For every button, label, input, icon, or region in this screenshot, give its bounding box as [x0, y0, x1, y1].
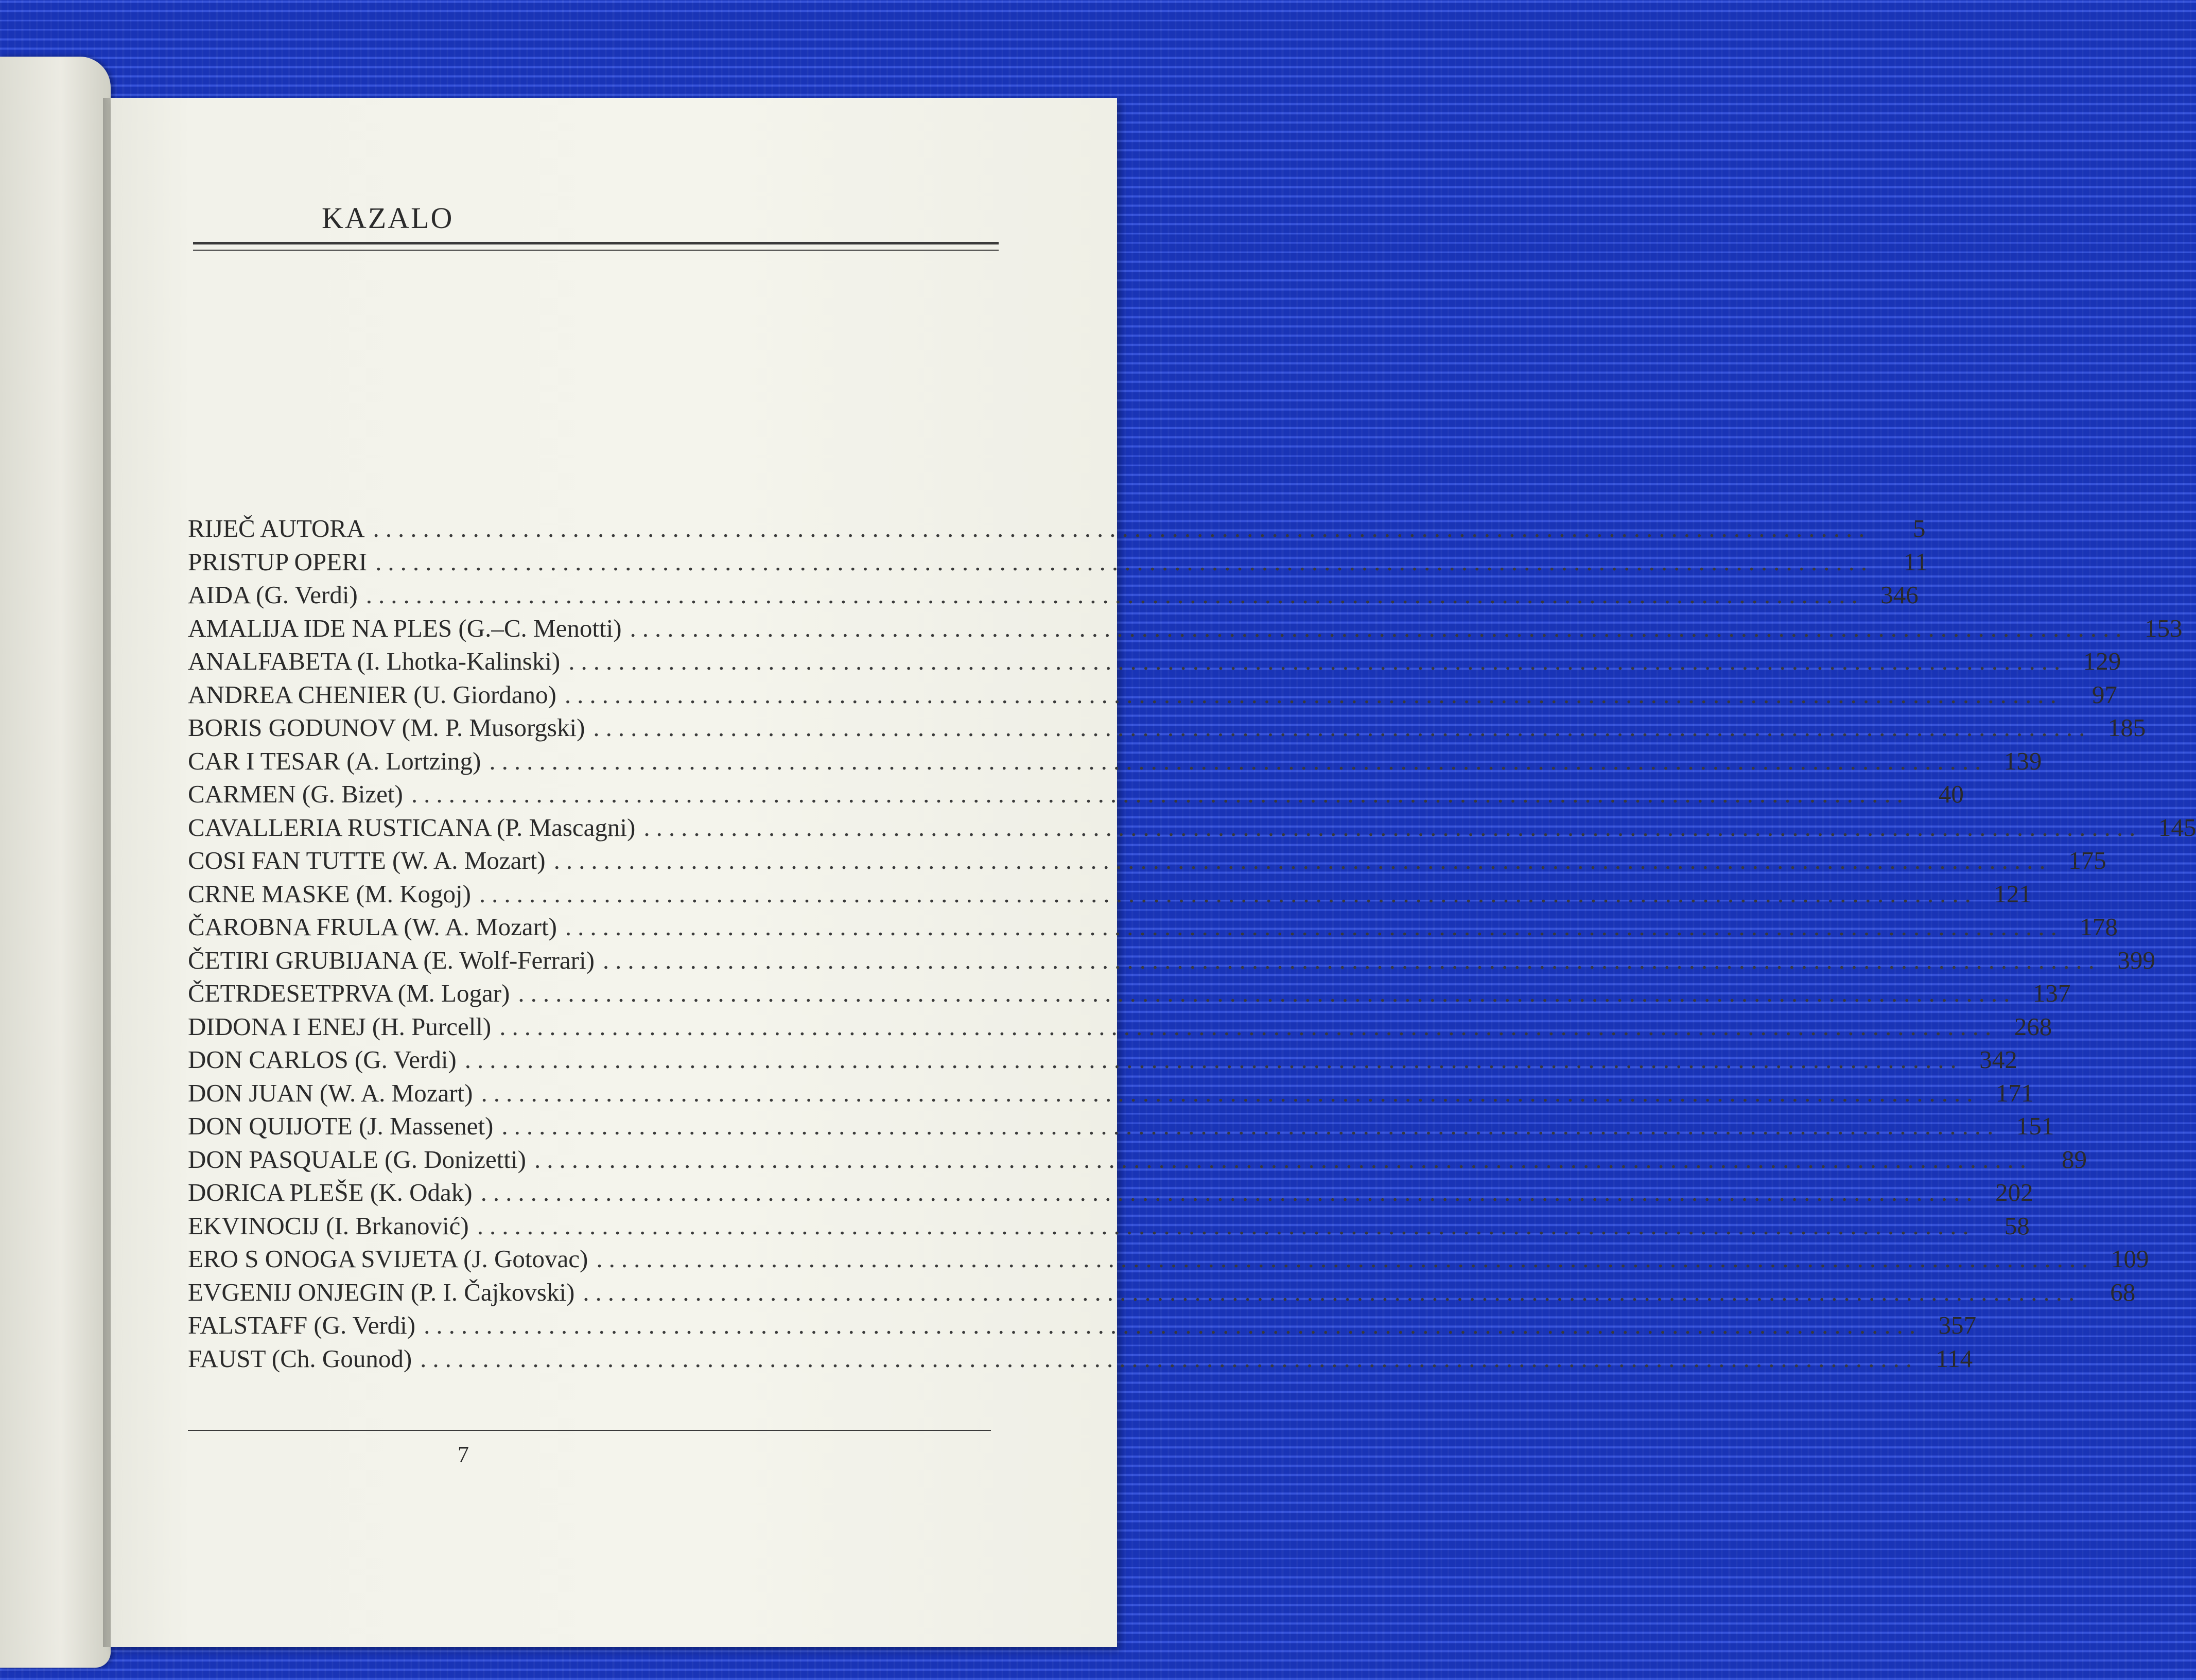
toc-entry-title: AIDA (G. Verdi) [188, 581, 358, 609]
toc-leader-dots: ........................................................................................................................ [564, 680, 2063, 709]
toc-leader-dots: ........................................................................................................................ [477, 1211, 1975, 1240]
toc-entry-title: CARMEN (G. Bizet) [188, 780, 403, 808]
toc-leader-dots: ........................................................................................................................ [534, 1145, 2032, 1174]
toc-entry [188, 779, 1964, 813]
toc-entry-title: CAR I TESAR (A. Lortzing) [188, 746, 481, 775]
toc-entry-page: 399 [2117, 946, 2155, 974]
toc-entry-page: 121 [1994, 879, 2032, 908]
page-title: KAZALO [322, 201, 454, 235]
toc-entry [188, 1111, 2054, 1145]
toc-entry [188, 1277, 2136, 1311]
toc-entry-title: ANDREA CHENIER (U. Giordano) [188, 680, 556, 709]
toc-entry-page: 342 [1979, 1045, 2017, 1074]
toc-leader-dots: ........................................................................................................................ [481, 1078, 1979, 1107]
toc-entry-page: 109 [2111, 1245, 2149, 1273]
toc-entry-page: 153 [2145, 614, 2183, 642]
toc-leader-dots: ........................................................................................................................ [501, 1112, 2000, 1140]
toc-entry-title: ČAROBNA FRULA (W. A. Mozart) [188, 913, 557, 941]
toc-entry-title: DON CARLOS (G. Verdi) [188, 1045, 457, 1074]
header-rule-thin [193, 250, 999, 251]
toc-entry [188, 614, 2183, 647]
toc-entry-page: 268 [2014, 1012, 2052, 1041]
toc-entry-page: 178 [2080, 913, 2118, 941]
toc-entry-title: DON QUIJOTE (J. Massenet) [188, 1112, 494, 1140]
toc-entry [188, 813, 2196, 846]
footer-rule [188, 1430, 991, 1431]
toc-entry-page: 89 [2061, 1145, 2087, 1174]
toc-entry-page: 185 [2107, 713, 2146, 742]
toc-leader-dots: ........................................................................................................................ [479, 879, 1977, 908]
toc-entry [188, 746, 2042, 780]
toc-entry-title: DON JUAN (W. A. Mozart) [188, 1078, 473, 1107]
toc-entry-title: DON PASQUALE (G. Donizetti) [188, 1145, 526, 1174]
toc-entry-page: 40 [1938, 780, 1964, 808]
toc-entry-page: 346 [1880, 581, 1919, 609]
toc-entry [188, 946, 2155, 979]
toc-entry-title: COSI FAN TUTTE (W. A. Mozart) [188, 846, 546, 874]
toc-entry-title: ČETRDESETPRVA (M. Logar) [188, 979, 510, 1007]
toc-leader-dots: ........................................................................................................................ [411, 780, 1909, 808]
toc-leader-dots: ........................................................................................................................ [593, 713, 2092, 742]
toc-entry-page: 114 [1936, 1344, 1973, 1373]
toc-entry-title: DIDONA I ENEJ (H. Purcell) [188, 1012, 492, 1041]
toc-entry-title: ANALFABETA (I. Lhotka-Kalinski) [188, 647, 561, 675]
toc-entry-title: PRISTUP OPERI [188, 547, 368, 576]
toc-entry [188, 846, 2106, 879]
toc-leader-dots: ........................................................................................................................ [518, 979, 2016, 1007]
toc-entry-page: 139 [2003, 746, 2042, 775]
toc-entry-title: FAUST (Ch. Gounod) [188, 1344, 412, 1373]
toc-entry-page: 97 [2092, 680, 2117, 709]
toc-entry-title: AMALIJA IDE NA PLES (G.–C. Menotti) [188, 614, 622, 642]
toc-leader-dots: ........................................................................................................................ [602, 946, 2101, 974]
toc-entry [188, 547, 1928, 581]
toc-entry [188, 978, 2071, 1012]
toc-entry-page: 5 [1913, 514, 1926, 542]
toc-leader-dots: ........................................................................................................................ [489, 746, 1988, 775]
toc-entry [188, 912, 2118, 946]
toc-entry-page: 11 [1903, 547, 1928, 576]
toc-entry [188, 1244, 2149, 1277]
toc-leader-dots: ........................................................................................................................ [373, 514, 1871, 542]
toc-entry-page: 58 [2004, 1211, 2030, 1240]
toc-entry [188, 646, 2121, 680]
toc-entry [188, 580, 1919, 614]
toc-entry-title: FALSTAFF (G. Verdi) [188, 1311, 416, 1339]
toc-entry [188, 713, 2146, 746]
toc-leader-dots: ........................................................................................................................ [375, 547, 1874, 576]
toc-entry-page: 145 [2158, 813, 2196, 842]
toc-leader-dots: ........................................................................................................................ [596, 1245, 2095, 1273]
toc-entry-title: EVGENIJ ONJEGIN (P. I. Čajkovski) [188, 1277, 575, 1306]
toc-entry [188, 1012, 2052, 1045]
toc-leader-dots: ........................................................................................................................ [480, 1178, 1979, 1206]
toc-entry-page: 129 [2083, 647, 2121, 675]
toc-leader-dots: ........................................................................................................................ [565, 913, 2063, 941]
toc-leader-dots: ........................................................................................................................ [568, 647, 2067, 675]
toc-entry-title: ČETIRI GRUBIJANA (E. Wolf-Ferrari) [188, 946, 595, 974]
toc-entry [188, 1211, 2030, 1245]
toc-entry-page: 137 [2032, 979, 2071, 1007]
toc-entry [188, 1178, 2033, 1211]
toc-entry-title: CRNE MASKE (M. Kogoj) [188, 879, 471, 908]
toc-entry-title: BORIS GODUNOV (M. P. Musorgski) [188, 713, 585, 742]
toc-entry-page: 171 [1995, 1078, 2034, 1107]
page-number: 7 [458, 1442, 469, 1467]
toc-leader-dots: ........................................................................................................................ [643, 813, 2142, 842]
toc-entry [188, 680, 2117, 713]
toc-entry [188, 514, 1926, 547]
header-rule [193, 242, 999, 244]
toc-leader-dots: ........................................................................................................................ [420, 1344, 1919, 1373]
table-of-contents [188, 514, 2196, 1377]
toc-entry-title: EKVINOCIJ (I. Brkanović) [188, 1211, 469, 1240]
toc-entry-page: 202 [1995, 1178, 2033, 1206]
toc-entry-title: DORICA PLEŠE (K. Odak) [188, 1178, 473, 1206]
toc-entry-page: 151 [2016, 1112, 2054, 1140]
toc-leader-dots: ........................................................................................................................ [464, 1045, 1963, 1074]
toc-leader-dots: ........................................................................................................................ [424, 1311, 1922, 1339]
toc-entry-title: ERO S ONOGA SVIJETA (J. Gotovac) [188, 1245, 588, 1273]
toc-leader-dots: ........................................................................................................................ [499, 1012, 1998, 1041]
toc-entry [188, 1344, 1973, 1377]
toc-leader-dots: ........................................................................................................................ [365, 581, 1864, 609]
toc-entry [188, 1145, 2087, 1178]
toc-entry-title: CAVALLERIA RUSTICANA (P. Mascagni) [188, 813, 636, 842]
toc-entry [188, 1078, 2034, 1112]
toc-entry [188, 879, 2032, 913]
facing-page-edge [0, 57, 111, 1668]
toc-entry-page: 175 [2068, 846, 2106, 874]
toc-entry [188, 1045, 2017, 1078]
toc-entry [188, 1310, 1977, 1344]
toc-entry-page: 357 [1938, 1311, 1977, 1339]
toc-entry-title: RIJEČ AUTORA [188, 514, 365, 542]
toc-leader-dots: ........................................................................................................................ [553, 846, 2052, 874]
toc-leader-dots: ........................................................................................................................ [583, 1277, 2081, 1306]
toc-entry-page: 68 [2110, 1277, 2136, 1306]
toc-leader-dots: ........................................................................................................................ [630, 614, 2128, 642]
